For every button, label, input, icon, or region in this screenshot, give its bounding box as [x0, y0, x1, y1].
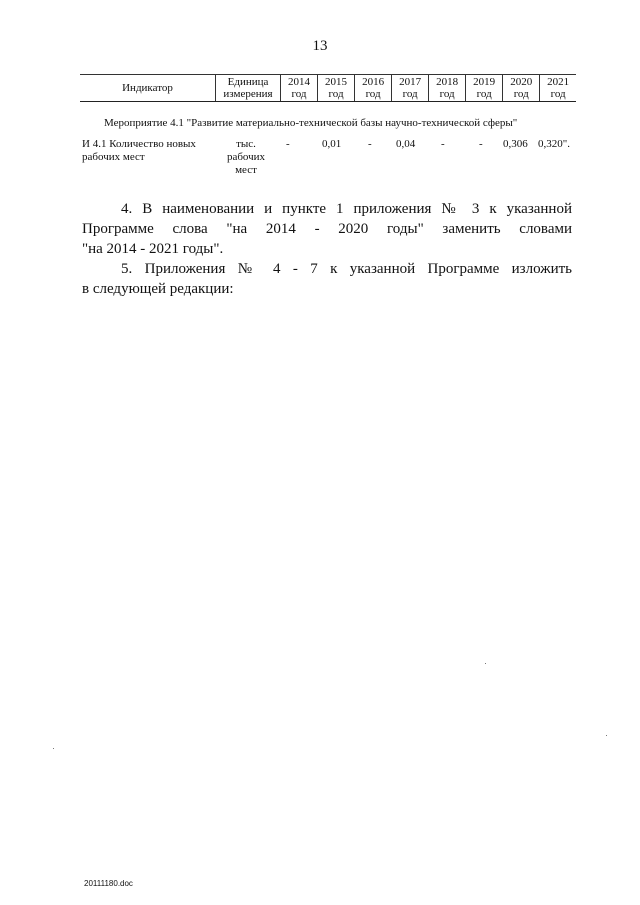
row-indicator-line2: рабочих мест: [82, 151, 145, 163]
value-2017: 0,04: [396, 138, 416, 150]
value-2015: 0,01: [322, 138, 342, 150]
paragraph-4-line3: "на 2014 - 2021 годы".: [82, 241, 224, 257]
value-2018: -: [441, 138, 445, 150]
value-2016: -: [368, 138, 372, 150]
value-2020: 0,306: [503, 138, 528, 150]
value-2021: 0,320".: [538, 138, 570, 150]
header-year-2014: 2014 год: [281, 75, 318, 102]
value-2019: -: [479, 138, 483, 150]
header-indicator: Индикатор: [80, 75, 216, 102]
paragraph-4-line1: 4. В наименовании и пункте 1 приложения № 3 к указанной: [121, 201, 572, 217]
row-unit-line3: мест: [235, 164, 257, 176]
row-unit-line1: тыс.: [236, 138, 256, 150]
page-number: 13: [312, 38, 328, 54]
value-2014: -: [286, 138, 290, 150]
header-year-2018: 2018 год: [429, 75, 466, 102]
paragraph-5-line2: в следующей редакции:: [82, 281, 234, 297]
footer-filename: 20111180.doc: [84, 879, 133, 888]
header-unit: [216, 75, 281, 102]
header-year-2020: 2020 год: [503, 75, 540, 102]
header-year-2016: 2016 год: [355, 75, 392, 102]
paragraph-4-line2: Программе слова "на 2014 - 2020 годы" заменить словами: [82, 221, 572, 237]
row-unit: [224, 138, 268, 177]
row-indicator-line1: И 4.1 Количество новых: [82, 138, 196, 150]
scan-speck: [53, 748, 54, 749]
paragraph-5-line1: 5. Приложения № 4 - 7 к указанной Программе изложить: [121, 261, 572, 277]
header-unit-line2: измерения: [223, 88, 273, 100]
scan-speck: [606, 735, 607, 736]
header-year-2019: 2019 год: [466, 75, 503, 102]
measure-title: Мероприятие 4.1 "Развитие материально-технической базы научно-технической сферы": [104, 117, 518, 129]
header-unit-line1: Единица: [227, 76, 269, 88]
scan-speck: [485, 663, 486, 664]
indicator-table-header: [80, 74, 576, 102]
header-year-2017: 2017 год: [392, 75, 429, 102]
header-year-2015: 2015 год: [318, 75, 355, 102]
row-unit-line2: рабочих: [226, 151, 266, 163]
row-indicator: [82, 138, 217, 164]
header-year-2021: 2021 год: [540, 75, 576, 102]
